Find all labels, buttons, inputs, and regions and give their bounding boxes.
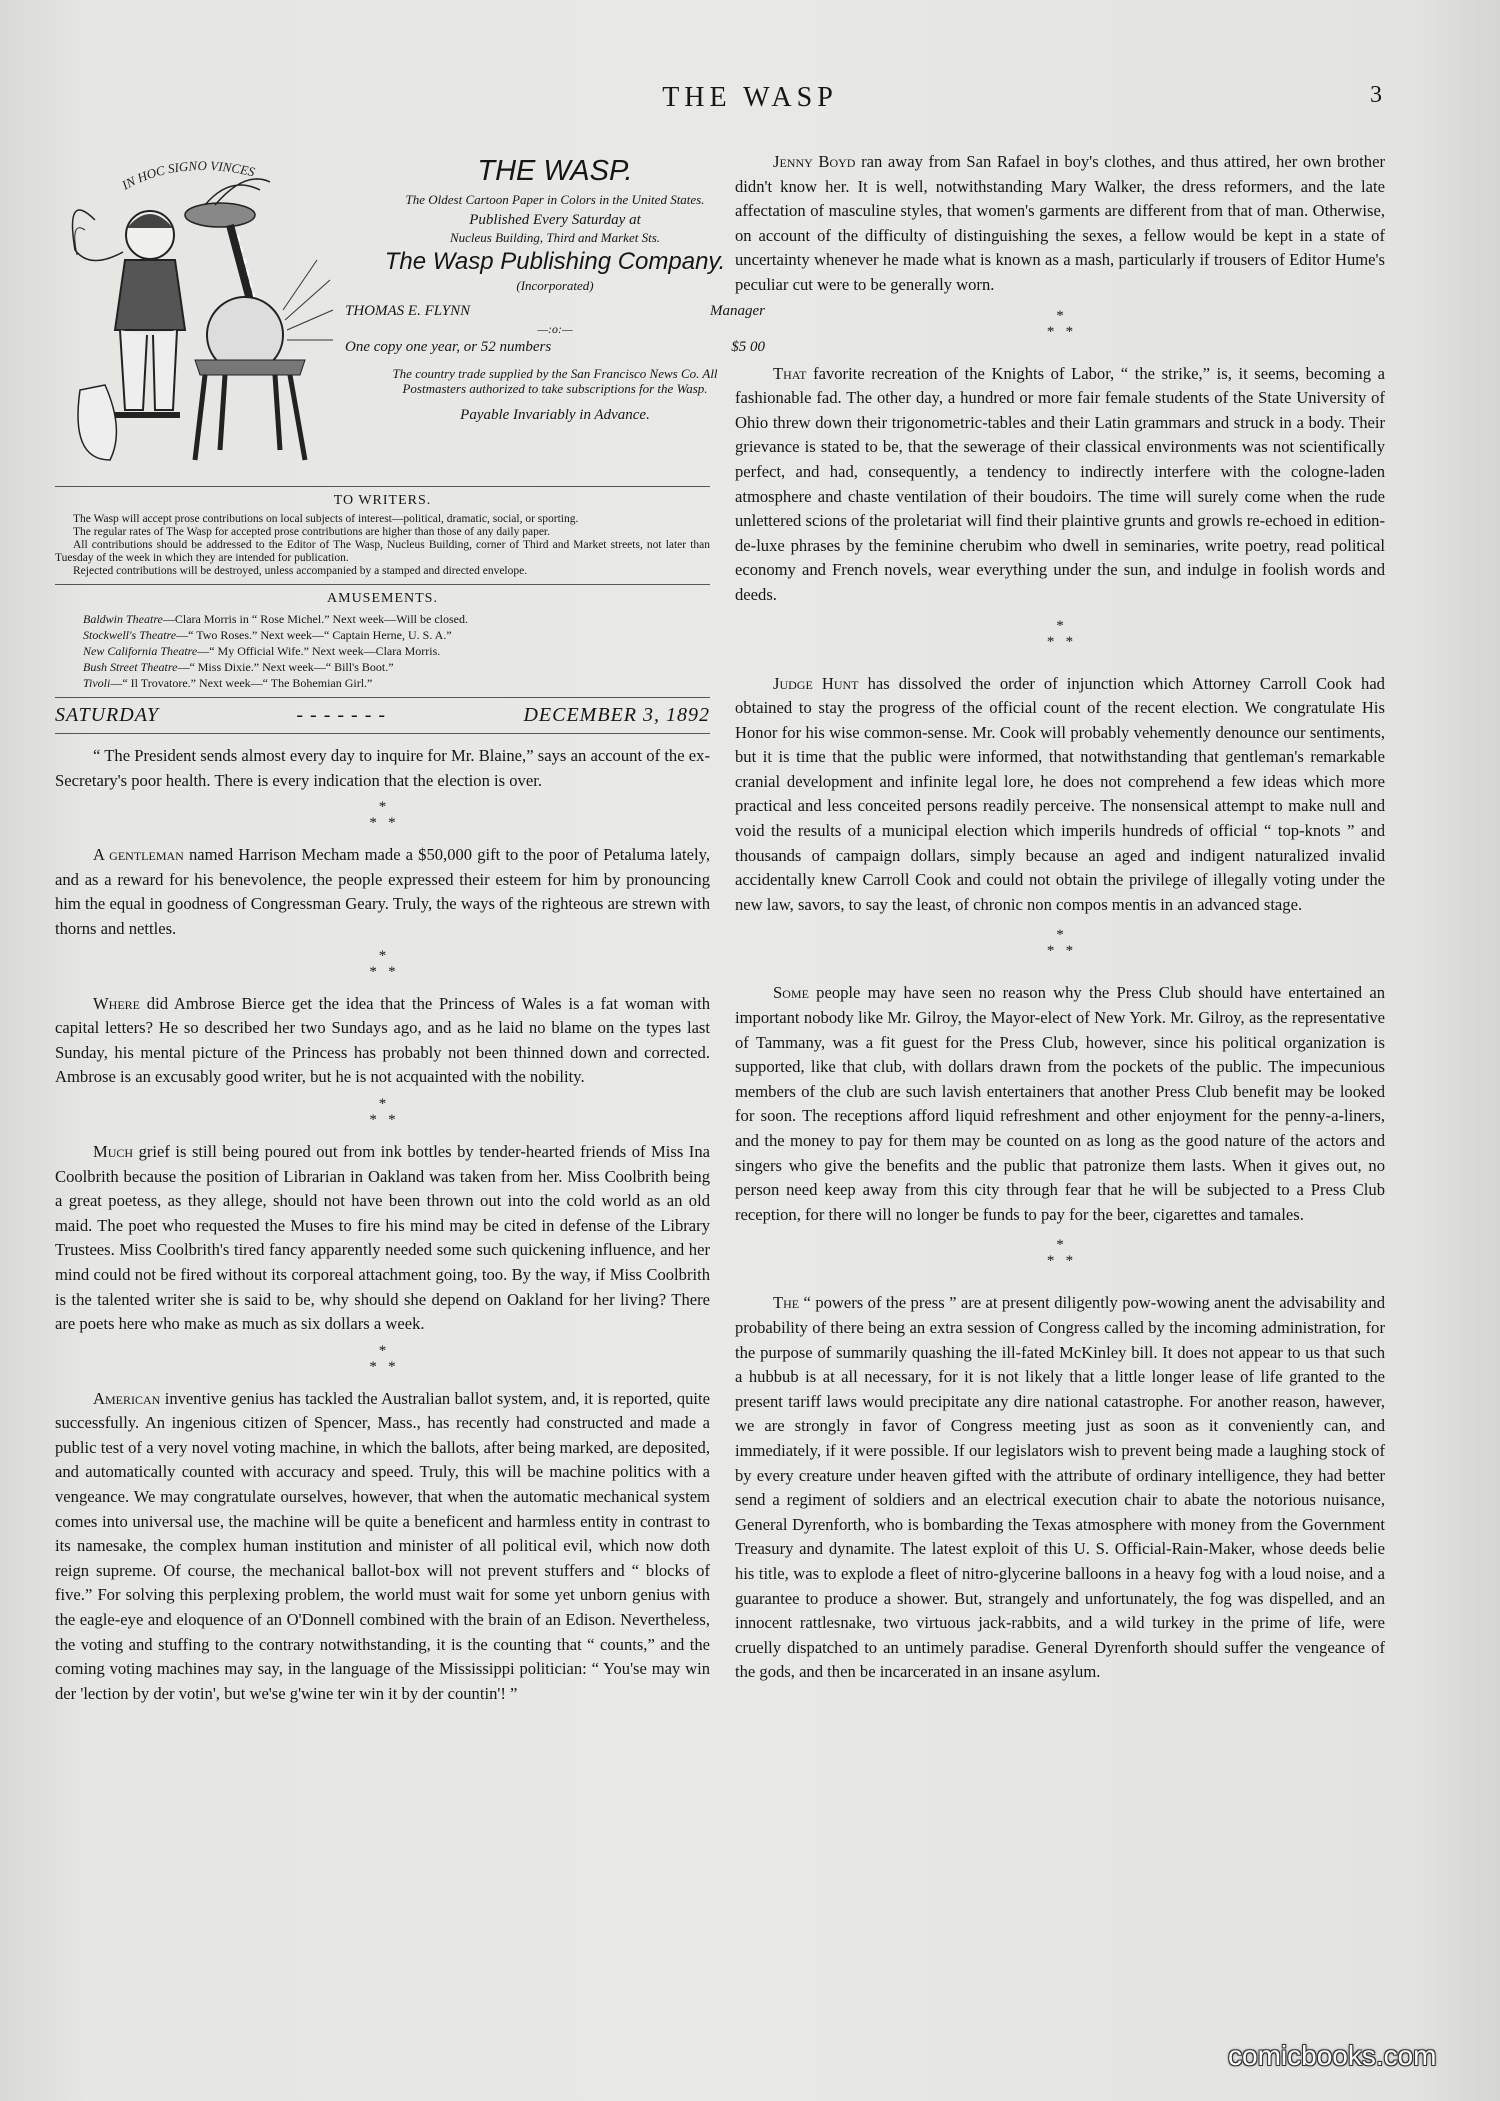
amusement-item — [83, 659, 710, 675]
amusement-item — [83, 675, 710, 691]
subscription-terms: One copy one year, or 52 numbers — [345, 339, 552, 355]
amusement-item — [83, 643, 710, 659]
editorial-paragraph: Where did Ambrose Bierce get the idea that the Princess of Wales is a fat woman with capital letters? He so described her two Sundays ago, and as he laid no blame on the types last Sunday, his mental picture of the Princess has probably not been thinned down and corrected. Ambrose is an excusably good writer, but he is not acquainted with the nobility. — [55, 993, 710, 1087]
amusement-venue: New California Theatre — [83, 644, 198, 658]
subscription-row — [345, 339, 765, 356]
masthead-text — [345, 150, 765, 425]
masthead-separator: —:o:— — [537, 322, 573, 336]
writers-note: The regular rates of The Wasp for accepted prose contributions are higher than those of any daily paper. — [73, 526, 551, 538]
amusement-item — [83, 611, 710, 627]
amusement-venue: Baldwin Theatre — [83, 612, 163, 626]
published-line: Published Every Saturday at — [469, 212, 641, 228]
divider — [55, 486, 710, 487]
masthead-title: THE WASP. — [477, 155, 633, 187]
section-stars: * * * — [369, 799, 396, 832]
dateline — [55, 704, 710, 734]
masthead-subtitle: The Oldest Cartoon Paper in Colors in the United States. — [405, 192, 705, 207]
section-stars: * * * — [369, 1342, 396, 1375]
manager-name: THOMAS E. FLYNN — [345, 303, 471, 319]
editorial-paragraph: “ The President sends almost every day to inquire for Mr. Blaine,” says an account of the ex-Secretary's poor health. There is every indication that the election is over. — [55, 746, 710, 790]
writers-note: Rejected contributions will be destroyed, unless accompanied by a stamped and directed envelope. — [73, 565, 528, 577]
editorial-paragraph: Some people may have seen no reason why the Press Club should have entertained an important nobody like Mr. Gilroy, the Mayor-elect of New York. Mr. Gilroy, as the representative of Tammany, was a fit guest for the Press Club, however, since his political organization is supported, like that club, with dollars drawn from the pockets of the public. The impecunious members of the club are such lavish entertainers that another Press Club benefit may be looked for soon. The receptions afford liquid refreshment and other enjoyment for the penny-a-liners, and the money to pay for them may be counted on as long as the good nature of the actors and singers who give the benefits and the public that patronize them lasts. When it gives out, no person need keep away from this city through fear that he will be subjected to a Press Club reception, for there will no longer be funds to pay for the beer, cigarettes and tamales. — [735, 983, 1385, 1224]
editorial-paragraph: A gentleman named Harrison Mecham made a $50,000 gift to the poor of Petaluma lately, and as a reward for his benevolence, the people expressed their esteem for him by pronouncing him the equal in goodness of Congressman Geary. Truly, the ways of the righteous are strewn with thorns and nettles. — [55, 845, 710, 938]
editorial-paragraph: Much grief is still being poured out from ink bottles by tender-hearted friends of Miss Ina Coolbrith because the position of Librarian in Oakland was taken from her. Miss Coolbrith being a great poetess, as they allege, should not have been thrown out into the cold world as an old maid. The poet who requested the Muses to fire his mind may be cited in defense of the Library Trustees. Miss Coolbrith's tired fancy apparently needed some such quickening influence, and her mind could not be fired without its corporeal attachment going, too. By the way, if Miss Coolbrith is the talented writer she is said to be, why should she depend on Oakland for her living? There are poets here who make as much as six dollars a week. — [55, 1141, 710, 1334]
section-stars: * * * — [1046, 927, 1074, 960]
editorial-paragraph: Jenny Boyd ran away from San Rafael in boy's clothes, and thus attired, her own brother didn't know her. It is well, notwithstanding Mary Walker, the dress reformers, and the late affectation of masculine styles, that women's garments are different from that of man. Otherwise, on account of the difficulty of distinguishing the sexes, a fellow would be kept in a state of uncertainty whenever he made what is known as a mash, particularly if trousers of Editor Hume's peculiar cut were to be generally worn. — [735, 152, 1385, 294]
site-watermark: comicbooks.com — [1228, 2040, 1437, 2071]
amusement-item — [83, 627, 710, 643]
amusement-venue: Bush Street Theatre — [83, 660, 178, 674]
amusement-text: —“ My Official Wife.” Next week—Clara Morris. — [197, 644, 441, 658]
amusement-venue: Tivoli — [83, 676, 111, 690]
left-column — [55, 150, 765, 1706]
trade-note: The country trade supplied by the San Francisco News Co. All Postmasters authorized to take subscriptions for the Wasp. — [392, 366, 718, 396]
section-stars: * * * — [369, 1095, 396, 1128]
writers-heading: TO WRITERS. — [333, 493, 432, 508]
section-stars: * * * — [1046, 307, 1074, 340]
editorial-paragraph: The “ powers of the press ” are at present diligently pow-wowing anent the advisability and probability of there being an extra session of Congress called by the incoming administration, for the purpose of summarily quashing the ill-fated McKinley bill. It does not appear to us that such a hubbub is at all necessary, for it is not likely that a little longer lease of life granted to the present tariff laws would precipitate any dire national catastrophe. For another reason, hawever, we are strongly in favor of Congress meeting just as soon as it conveniently can, and immediately, if it were possible. If our legislators wish to prevent being made a laughing stock of by every creature under heaven gifted with the attribute of ordinary intelligence, they had better send a regiment of soldiers and an electrical execution chair to abate the notorious nuisance, General Dyrenforth, who is bombarding the Texas atmosphere with money from the Government Treasury and dynamite. The latest exploit of this U. S. Official-Rain-Maker, whose deeds belie his title, was to explode a fleet of nitro-glycerine balloons in a heavy fog with a loud noise, and a guarantee to produce a shower. But, strangely and unfortunately, the fog was dispelled, and an innocent rattlesnake, two virtuous jack-rabbits, and a wild turkey in the prime of life, were cruelly dispatched to an untimely paradise. General Dyrenforth should suffer the vengeance of the gods, and then be incarcerated in an insane asylum. — [735, 1293, 1385, 1682]
right-column — [735, 150, 1385, 1685]
writers-note: All contributions should be addressed to the Editor of The Wasp, Nucleus Building, corner of Third and Market streets, not later than Tuesday of the week in which they are intended for publication. — [55, 539, 710, 564]
page-number: 3 — [1370, 82, 1382, 108]
motto-text: IN HOC SIGNO VINCES — [119, 160, 257, 193]
amusement-venue: Stockwell's Theatre — [83, 628, 177, 642]
editorial-paragraph: American inventive genius has tackled the Australian ballot system, and, it is reported, quite successfully. An ingenious citizen of Spencer, Mass., has recently had constructed and made a public test of a very novel voting machine, in which the ballots, after being marked, are deposited, and automatically counted with accuracy and speed. Truly, this will be machine politics with a vengeance. We may congratulate ourselves, however, that when the automatic mechanical system comes into universal use, the machine will be quite a beneficent and harmless entity in contrast to its namesake, the complex human institution and minister of all political evil, which now doth reign supreme. Of course, the mechanical ballot-box will not prevent stuffers and “ blocks of five.” For solving this perplexing problem, the world must wait for some yet unborn genius with the eagle-eye and eloquence of an O'Donnell combined with the brain of an Edison. Nevertheless, the voting and stuffing to the contrary notwithstanding, it is the counting that “ counts,” and the coming voting machines may say, in the language of the Mississippi politician: “ You'se may win der 'lection by der votin', but we'se g'wine ter win it by der countin'! ” — [55, 1388, 710, 1703]
dateline-date: DECEMBER 3, 1892 — [523, 704, 710, 726]
running-title: THE WASP — [662, 82, 838, 113]
manager-role: Manager — [710, 303, 765, 319]
section-stars: * * * — [1046, 617, 1074, 650]
subscription-price: $5 00 — [731, 339, 765, 355]
incorporated-note: (Incorporated) — [516, 278, 594, 293]
svg-text:IN HOC SIGNO VINCES — [118, 160, 256, 193]
address-line: Nucleus Building, Third and Market Sts. — [449, 230, 661, 245]
section-stars: * * * — [369, 947, 396, 980]
payable-note: Payable Invariably in Advance. — [460, 407, 650, 423]
dateline-day: SATURDAY — [55, 704, 159, 726]
amusement-text: —“ Two Roses.” Next week—“ Captain Herne, U. S. A.” — [176, 628, 452, 642]
writers-note: The Wasp will accept prose contributions on local subjects of interest—political, dramatic, social, or sporting. — [73, 513, 579, 525]
amusement-text: —“ Il Trovatore.” Next week—“ The Bohemian Girl.” — [110, 676, 373, 690]
divider — [55, 697, 710, 698]
amusement-text: —Clara Morris in “ Rose Michel.” Next week—Will be closed. — [162, 612, 468, 626]
amusement-text: —“ Miss Dixie.” Next week—“ Bill's Boot.” — [177, 660, 394, 674]
amusements-heading: AMUSEMENTS. — [327, 591, 438, 606]
editorial-paragraph: That favorite recreation of the Knights of Labor, “ the strike,” is, it seems, becoming a fashionable fad. The other day, a hundred or more fair female students of the State University of Ohio threw down their trigonometric-tables and their Latin grammars and struck in a body. Their grievance is stated to be, that the sewerage of their classical environments was not scientifically perfect, and had, consequently, a tendency to indirectly interfere with the cologne-laden atmosphere and chaste ventilation of their boudoirs. The time will surely come when the rude unlettered scions of the proletariat will find their plaintive grunts and growls re-echoed in edition-de-luxe phrases by the feminine cherubim who dwell in seminaries, write poetry, read political economy and French novels, wear everything under the sun, and indulge in foolish words and deeds. — [735, 363, 1385, 604]
dateline-dots: - - - - - - - — [296, 704, 387, 726]
masthead — [55, 150, 765, 480]
manager-row — [345, 303, 765, 320]
section-stars: * * * — [1046, 1237, 1074, 1270]
divider — [55, 584, 710, 585]
wasp-boy-illustration — [55, 160, 335, 470]
editorial-paragraph: Judge Hunt has dissolved the order of injunction which Attorney Carroll Cook had obtained to stay the progress of the official count of the recent election. We congratulate His Honor for his wise common-sense. Mr. Cook will probably vehemently denounce our sentiments, but it is time that the public were informed, that notwithstanding that gentleman's remarkable cranial development and infinite legal lore, he does not comprehend a few ideas which more practical and less conceited persons readily perceive. The nonsensical attempt to make null and void the results of a municipal election which imperils hundreds of official “ top-knots ” and thousands of campaign dollars, simply because an aged and indigent naturalized invalid accidentally knew Carroll Cook and could not obtain the privilege of illegally voting under the new law, savors, to say the least, of chronic non compos mentis in an advanced stage. — [735, 673, 1385, 914]
publisher-name: The Wasp Publishing Company. — [384, 248, 726, 275]
